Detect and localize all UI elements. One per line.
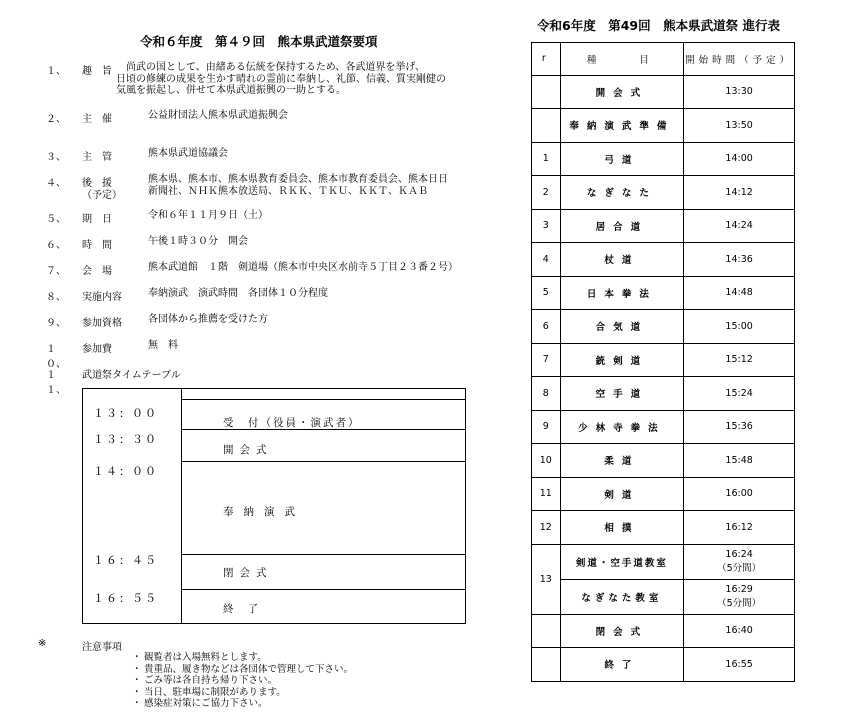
item-number: ４、 [46, 178, 66, 189]
row-number: 5 [532, 276, 561, 310]
event-name: なぎなた教室 [560, 579, 683, 614]
value-line: 奉納演武 演武時間 各団体１０分程度 [148, 288, 328, 299]
item-value [116, 62, 446, 97]
table-divider [181, 389, 182, 623]
table-row [532, 648, 804, 682]
item-number: ５、 [46, 214, 66, 225]
row-number: 13 [532, 544, 561, 614]
duration-note: （5分間） [717, 563, 762, 574]
row-number: 8 [532, 377, 561, 411]
table-row [532, 410, 804, 444]
event-demonstration: 奉納演武 [223, 506, 305, 518]
note-item: ・ 貴重品、履き物などは各団体で管理して下さい。 [144, 661, 353, 675]
value-line: 熊本県、熊本市、熊本県教育委員会、熊本市教育委員会、熊本日日 [148, 174, 448, 185]
event-name: 終了 [560, 648, 683, 682]
event-name: 合気道 [560, 310, 683, 344]
row-number: 10 [532, 444, 561, 478]
notes-title: 注意事項 [82, 642, 122, 653]
event-name: 空手道 [560, 377, 683, 411]
row-number: 6 [532, 310, 561, 344]
start-time: 14:24 [684, 209, 795, 243]
event-end: 終了 [223, 603, 272, 615]
event-name: 居合道 [560, 209, 683, 243]
event-closing: 閉会式 [223, 567, 273, 579]
table-row [532, 343, 804, 377]
time-label: １３：３０ [93, 433, 158, 446]
item-label: 後 援 [82, 178, 112, 189]
item-label: 武道祭タイムテーブル [82, 370, 181, 381]
row-number [532, 614, 561, 648]
table-row [532, 444, 804, 478]
row-number: 2 [532, 176, 561, 210]
start-time: 15:36 [684, 410, 795, 444]
start-time: 15:24 [684, 377, 795, 411]
notes-mark: ※ [38, 638, 47, 649]
item-value [148, 110, 288, 122]
item-label: 時 間 [82, 240, 112, 251]
time-value: 16:29 [725, 584, 753, 595]
event-name: 閉会式 [560, 614, 683, 648]
item-value [148, 262, 458, 274]
row-number: 9 [532, 410, 561, 444]
event-name: 日本拳法 [560, 276, 683, 310]
event-name: 開会式 [560, 75, 683, 109]
table-row [532, 109, 804, 143]
start-time: 13:30 [684, 75, 795, 109]
value-line: 日頃の修練の成果を生かす晴れの霊前に奉納し、礼節、信義、質実剛健の [116, 73, 446, 85]
table-header-row [532, 43, 804, 76]
program-title: 令和6年度 第49回 熊本県武道祭 進行表 [537, 18, 780, 33]
row-number [532, 75, 561, 109]
event-name: 相撲 [560, 511, 683, 545]
start-time: 14:12 [684, 176, 795, 210]
start-time [684, 544, 795, 579]
row-number [532, 109, 561, 143]
table-row [532, 477, 804, 511]
row-number: 11 [532, 477, 561, 511]
event-name: 剣道 [560, 477, 683, 511]
start-time [684, 579, 795, 614]
time-label: １６：５５ [93, 592, 158, 605]
item-value [148, 148, 228, 160]
table-row [532, 176, 804, 210]
event-reception: 受 付（役員・演武者） [223, 417, 361, 429]
note-item: ・ 当日、駐車場に制限があります。 [144, 684, 286, 698]
start-time: 16:55 [684, 648, 795, 682]
event-name: 弓道 [560, 142, 683, 176]
value-line: 令和６年１１月９日（土） [148, 210, 268, 221]
table-rule [181, 589, 465, 590]
item-label: 趣 旨 [82, 66, 112, 77]
item-label: 会 場 [82, 266, 112, 277]
value-line: 熊本県武道協議会 [148, 148, 228, 159]
event-name: 剣道・空手道教室 [560, 544, 683, 579]
value-line: 午後１時３０分 開会 [148, 236, 248, 247]
note-item: ・ 観覧者は入場無料とします。 [144, 649, 267, 663]
value-line: 無 料 [148, 340, 178, 351]
item-label: 主 催 [82, 114, 112, 125]
item-number: ６、 [46, 240, 66, 251]
start-time: 16:40 [684, 614, 795, 648]
column-header: r [532, 43, 561, 76]
item-label: 参加費 [82, 344, 112, 355]
table-row [532, 544, 804, 579]
item-value [148, 236, 248, 248]
table-rule [181, 399, 465, 400]
column-header: 開始時間（予定） [684, 43, 795, 76]
event-name: 銃剣道 [560, 343, 683, 377]
time-label: １４：００ [93, 465, 158, 478]
item-number: ７、 [46, 266, 66, 277]
item-number: １０、 [46, 344, 66, 370]
item-number: ３、 [46, 152, 66, 163]
item-label: 実施内容 [82, 292, 122, 303]
item-value [148, 210, 268, 222]
value-line: 新聞社、ＮＨＫ熊本放送局、ＲＫＫ、ＴＫＵ、ＫＫＴ、ＫＡＢ [148, 185, 428, 197]
table-row [532, 377, 804, 411]
value-line: 気風を振起し、併せて本県武道振興の一助とする。 [116, 85, 346, 96]
event-name: 少林寺拳法 [560, 410, 683, 444]
row-number: 1 [532, 142, 561, 176]
item-label: 期 日 [82, 214, 112, 225]
table-rule [181, 461, 465, 462]
table-row [532, 579, 804, 614]
item-number: １１、 [46, 370, 66, 396]
value-line: 公益財団法人熊本県武道振興会 [148, 110, 288, 121]
value-line: 熊本武道館 １階 剣道場（熊本市中央区水前寺５丁目２３番２号） [148, 262, 458, 273]
start-time: 14:48 [684, 276, 795, 310]
event-opening: 開会式 [223, 444, 273, 456]
duration-note: （5分間） [717, 598, 762, 609]
table-row [532, 75, 804, 109]
item-number: １、 [46, 66, 66, 77]
start-time: 13:50 [684, 109, 795, 143]
row-number: 3 [532, 209, 561, 243]
start-time: 15:00 [684, 310, 795, 344]
program-table [531, 42, 803, 682]
row-number [532, 648, 561, 682]
start-time: 15:48 [684, 444, 795, 478]
table-row [532, 243, 804, 277]
note-item: ・ ごみ等は各自持ち帰り下さい。 [144, 672, 277, 686]
table-rule [181, 554, 465, 555]
sponsor-note: （予定） [82, 190, 122, 201]
item-label: 主 管 [82, 152, 112, 163]
column-header: 種 目 [560, 43, 683, 76]
table-row [532, 276, 804, 310]
event-name: なぎなた [560, 176, 683, 210]
time-value: 16:24 [725, 549, 753, 560]
item-number: ８、 [46, 292, 66, 303]
table-row [532, 142, 804, 176]
row-number: 4 [532, 243, 561, 277]
item-value [148, 174, 448, 197]
row-number: 12 [532, 511, 561, 545]
time-table [82, 388, 466, 624]
time-label: １３：００ [93, 407, 158, 420]
table-row [532, 614, 804, 648]
value-line: 各団体から推薦を受けた方 [148, 314, 268, 325]
event-name: 奉納演武準備 [560, 109, 683, 143]
table-row [532, 209, 804, 243]
time-label: １６：４５ [93, 554, 158, 567]
item-number: ９、 [46, 318, 66, 329]
start-time: 14:00 [684, 142, 795, 176]
item-label: 参加資格 [82, 318, 122, 329]
start-time: 16:00 [684, 477, 795, 511]
item-value [148, 340, 178, 352]
value-line: 尚武の国として、由緒ある伝統を保持するため、各武道界を挙げ、 [116, 62, 425, 73]
start-time: 15:12 [684, 343, 795, 377]
item-number: ２、 [46, 114, 66, 125]
start-time: 14:36 [684, 243, 795, 277]
item-value [148, 314, 268, 326]
note-item: ・ 感染症対策にご協力下さい。 [144, 695, 268, 709]
row-number: 7 [532, 343, 561, 377]
event-name: 杖道 [560, 243, 683, 277]
page-title: 令和６年度 第４９回 熊本県武道祭要項 [140, 34, 378, 49]
event-name: 柔道 [560, 444, 683, 478]
start-time: 16:12 [684, 511, 795, 545]
item-value [148, 288, 328, 300]
table-row [532, 310, 804, 344]
table-row [532, 511, 804, 545]
